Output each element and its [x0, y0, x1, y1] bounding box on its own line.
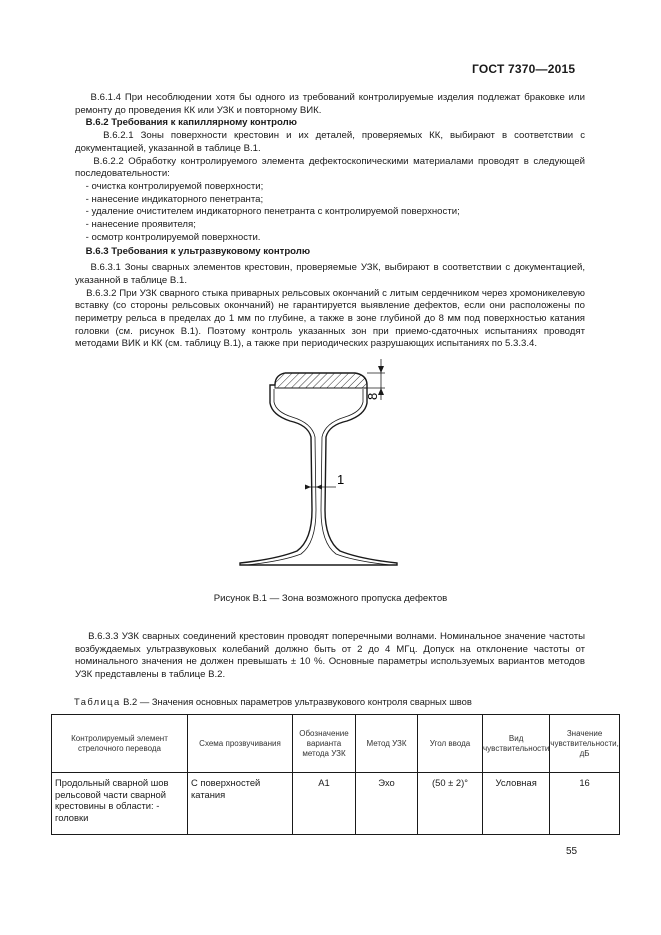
paragraph-b-6-1-4 [75, 92, 585, 117]
table-cell-angle: (50 ± 2)° [418, 773, 483, 835]
table-header-cell: Обозначение варианта метода УЗК [293, 715, 356, 773]
paragraph-b-6-1-4-text: В.6.1.4 При несоблюдении хотя бы одного из требований контролируемые изделия подлежат браковке или ремонту до проведения КК или УЗК и повторному ВИК. [75, 92, 585, 116]
list-item-text: - нанесение индикаторного пенетранта; [85, 193, 264, 205]
dimension-1-arrow-right [316, 485, 322, 490]
standard-header: ГОСТ 7370—2015 [472, 62, 576, 76]
table-header-cell: Метод УЗК [356, 715, 418, 773]
dimension-1-arrow-left [305, 485, 311, 490]
dimension-8-arrow-top [378, 366, 384, 373]
table-header-cell: Угол ввода [418, 715, 483, 773]
paragraph-b-6-2-1-text: В.6.2.1 Зоны поверхности крестовин и их деталей, проверяемых КК, выбирают в соответствии с документацией, указанной в таблице В.1. [75, 130, 585, 154]
paragraph-b-6-3-2-text: В.6.3.2 При УЗК сварного стыка приварных рельсовых окончаний с литым сердечником через хромоникелевую вставку (со стороны рельсовых окончаний) не гарантируется выявление дефектов, если они расположены по периметру рельса в пределах до 1 мм по глубине, а также в зоне глубиной до 8 мм под поверхностью катания головки (см. рисунок В.1). Поэтому контроль указанных зон при приемо-сдаточных испытаниях проводят методами ВИК и КК (см. таблицу В.1), а также при периодических разрушающих испытаниях по 5.3.3.4. [75, 287, 585, 350]
heading-b-6-2-text: В.6.2 Требования к капиллярному контролю [85, 117, 297, 129]
dimension-8-label: 8 [365, 392, 380, 400]
paragraph-b-6-2-2-text: В.6.2.2 Обработку контролируемого элемента дефектоскопическими материалами проводят в следующей последовательности: [75, 155, 585, 180]
text-block-bottom [75, 631, 585, 682]
list-item [75, 219, 585, 232]
table-title [74, 696, 472, 707]
list-item-text: - удаление очистителем индикаторного пенетранта с контролируемой поверхности; [85, 206, 460, 218]
paragraph-b-6-2-1 [75, 130, 585, 155]
dimension-1-label: 1 [337, 472, 345, 487]
list-item-text: - очистка контролируемой поверхности; [85, 180, 264, 192]
list-item [75, 232, 585, 245]
paragraph-b-6-2-2 [75, 156, 585, 181]
rail-outline [240, 373, 397, 565]
list-item [75, 206, 585, 219]
list-item [75, 194, 585, 207]
table-cell-element: Продольный сварной шов рельсовой части сварной крестовины в области: - головки [52, 773, 188, 835]
table-header-cell: Контролируемый элемент стрелочного перевода [52, 715, 188, 773]
rail-profile-figure [225, 355, 425, 580]
paragraph-b-6-3-1-text: В.6.3.1 Зоны сварных элементов крестовин, проверяемые УЗК, выбирают в соответствии с документацией, указанной в таблице В.1. [75, 262, 585, 286]
table-title-prefix: Таблица [74, 696, 121, 707]
table-header-cell: Схема прозвучивания [188, 715, 293, 773]
paragraph-b-6-3-3 [75, 631, 585, 682]
figure-caption: Рисунок В.1 — Зона возможного пропуска дефектов [213, 593, 448, 604]
table-title-rest: В.2 — Значения основных параметров ультразвукового контроля сварных швов [123, 696, 472, 707]
parameters-table [51, 714, 620, 835]
paragraph-b-6-3-1 [75, 262, 585, 287]
table-cell-method: Эхо [356, 773, 418, 835]
paragraph-b-6-3-3-text: В.6.3.3 УЗК сварных соединений крестовин проводят поперечными волнами. Номинальное значение частоты возбуждаемых ультразвуковых колебаний должно быть от 2 до 4 МГц. Допуск на отклонение частоты от номинального значения не должен превышать ± 10 %. Основные параметры используемых вариантов методов УЗК представлены в таблице В.2. [75, 631, 585, 681]
paragraph-b-6-3-2 [75, 288, 585, 352]
table-cell-sens-value: 16 [550, 773, 620, 835]
page-number: 55 [566, 846, 578, 857]
rail-inner-zone-line [247, 389, 390, 565]
text-block-top [75, 92, 585, 351]
list-item-text: - осмотр контролируемой поверхности. [85, 231, 261, 243]
heading-b-6-3 [75, 246, 585, 259]
list-item-text: - нанесение проявителя; [85, 219, 196, 231]
heading-b-6-3-text: В.6.3 Требования к ультразвуковому контролю [85, 246, 311, 258]
table-header-cell: Значение чувствительности, дБ [550, 715, 620, 773]
rail-head-hatched-zone [275, 373, 367, 388]
table-cell-variant: А1 [293, 773, 356, 835]
table-header-row [52, 715, 620, 773]
table-row [52, 773, 620, 835]
table-cell-sens-type: Условная [483, 773, 550, 835]
table-cell-scheme: С поверхностей катания [188, 773, 293, 835]
heading-b-6-2 [75, 117, 585, 130]
table-header-cell: Вид чувствительности [483, 715, 550, 773]
list-item [75, 181, 585, 194]
